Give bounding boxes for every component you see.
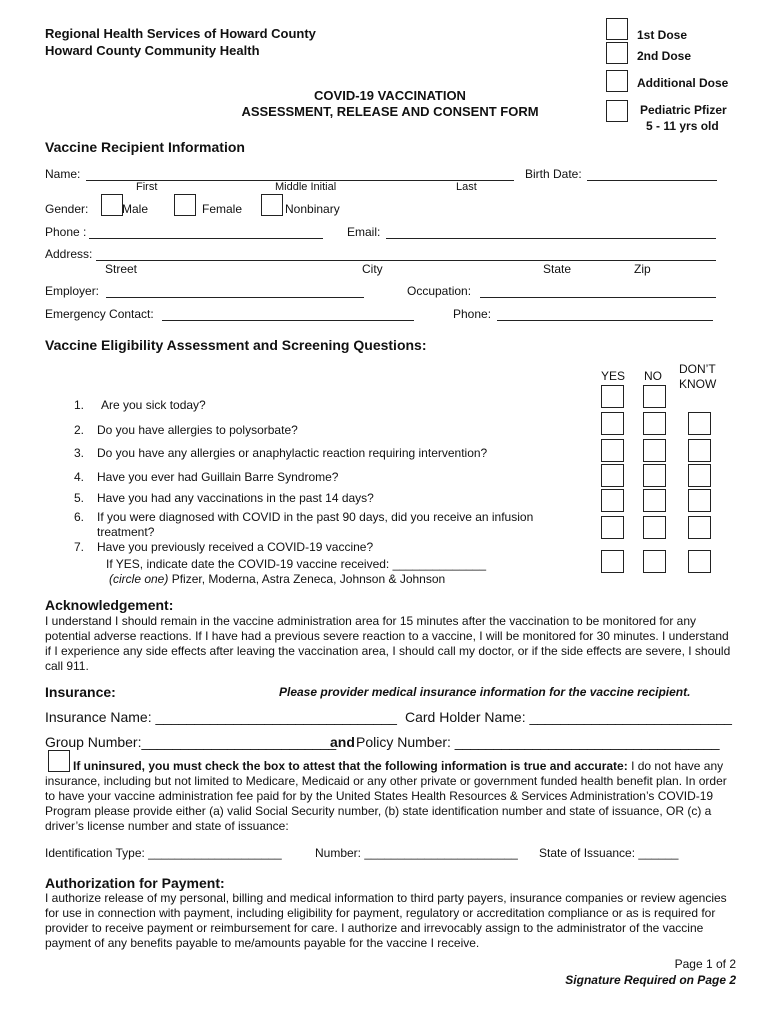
recipient-heading: Vaccine Recipient Information: [45, 139, 245, 155]
gender-nonbinary-label: Nonbinary: [285, 202, 340, 216]
org-name-2: Howard County Community Health: [45, 43, 260, 58]
q5-dontknow-checkbox[interactable]: [688, 489, 711, 512]
state-caption: State: [543, 262, 572, 276]
authorization-text: I authorize release of my personal, billing and medical information to third party payers, insurance companies or review agencies for use in connection with payment, including eligibility for payment, regulatory or accreditation compliance or as is required for provider to receive payment or reimbursement for care. I authorize and irrevocably assign to the administrator of the vaccine payment of any benefits payable to me/amounts payable for the vaccine I receive.: [45, 891, 727, 950]
uninsured-text: I do not have any insurance, including but not limited to Medicare, Medicaid or any other private or government funded health benefit plan. In order to have your vaccine administration fee paid for by the United States Health Resources & Services Administration’s COVID-19 Program please provide either (a) valid Social Security number, (b) state identification number and state of issuance, OR (c) a driver’s license number and state of issuance:: [45, 759, 727, 833]
dose-2-label: 2nd Dose: [637, 49, 692, 63]
q6-yes-checkbox[interactable]: [601, 516, 624, 539]
address-field[interactable]: [96, 260, 716, 261]
and-label: and: [330, 734, 355, 750]
q5-yes-checkbox[interactable]: [601, 489, 624, 512]
question-7-number: 7.: [74, 540, 85, 554]
birth-date-label: Birth Date:: [525, 167, 582, 181]
question-3-text: Do you have any allergies or anaphylactic reaction requiring intervention?: [97, 446, 488, 460]
question-7-date-line: If YES, indicate date the COVID-19 vaccine received: ______________: [106, 557, 487, 571]
org-name-1: Regional Health Services of Howard County: [45, 26, 316, 41]
employer-label: Employer:: [45, 284, 100, 298]
acknowledgement-heading: Acknowledgement:: [45, 597, 174, 613]
group-number-field[interactable]: Group Number:_________________________: [45, 734, 337, 750]
question-1-number: 1.: [74, 398, 85, 412]
additional-dose-checkbox[interactable]: [606, 70, 628, 92]
page-number: Page 1 of 2: [674, 957, 736, 971]
form-title-2: ASSESSMENT, RELEASE AND CONSENT FORM: [241, 104, 539, 119]
question-2-number: 2.: [74, 423, 85, 437]
insurance-heading: Insurance:: [45, 684, 116, 700]
birth-date-field[interactable]: [587, 180, 717, 181]
street-caption: Street: [105, 262, 138, 276]
q7-yes-checkbox[interactable]: [601, 550, 624, 573]
signature-note: Signature Required on Page 2: [565, 973, 736, 987]
gender-female-label: Female: [202, 202, 243, 216]
q1-yes-checkbox[interactable]: [601, 385, 624, 408]
q3-no-checkbox[interactable]: [643, 439, 666, 462]
state-of-issuance-field[interactable]: State of Issuance: ______: [539, 846, 679, 860]
q3-dontknow-checkbox[interactable]: [688, 439, 711, 462]
uninsured-statement: [45, 759, 735, 834]
question-3-number: 3.: [74, 446, 85, 460]
email-label: Email:: [347, 225, 381, 239]
pediatric-label: Pediatric Pfizer: [640, 103, 727, 117]
question-6-number: 6.: [74, 510, 85, 524]
screening-heading: Vaccine Eligibility Assessment and Screening Questions:: [45, 337, 427, 353]
q6-no-checkbox[interactable]: [643, 516, 666, 539]
gender-female-checkbox[interactable]: [174, 194, 196, 216]
occupation-field[interactable]: [480, 297, 716, 298]
dont-know-header-2: KNOW: [679, 377, 717, 391]
dose-1-checkbox[interactable]: [606, 18, 628, 40]
gender-label: Gender:: [45, 202, 89, 216]
question-7-text: Have you previously received a COVID-19 vaccine?: [97, 540, 374, 554]
q7-dontknow-checkbox[interactable]: [688, 550, 711, 573]
q4-dontknow-checkbox[interactable]: [688, 464, 711, 487]
occupation-label: Occupation:: [407, 284, 472, 298]
dose-2-checkbox[interactable]: [606, 42, 628, 64]
identification-number-field[interactable]: Number: _______________________: [315, 846, 518, 860]
question-4-text: Have you ever had Guillain Barre Syndrome?: [97, 470, 339, 484]
email-field[interactable]: [386, 238, 716, 239]
q7-no-checkbox[interactable]: [643, 550, 666, 573]
insurance-name-field[interactable]: Insurance Name: _______________________________: [45, 709, 397, 725]
middle-initial-caption: Middle Initial: [275, 181, 337, 193]
pediatric-age-label: 5 - 11 yrs old: [646, 119, 719, 133]
yes-column-header: YES: [601, 369, 626, 383]
q6-dontknow-checkbox[interactable]: [688, 516, 711, 539]
gender-male-checkbox[interactable]: [101, 194, 123, 216]
question-4-number: 4.: [74, 470, 85, 484]
identification-type-field[interactable]: Identification Type: ____________________: [45, 846, 282, 860]
question-7-brands: [109, 572, 445, 586]
name-label: Name:: [45, 167, 81, 181]
dose-1-label: 1st Dose: [637, 28, 688, 42]
circle-one-note: (circle one): [109, 572, 169, 586]
vaccine-brands: Pfizer, Moderna, Astra Zeneca, Johnson & Johnson: [168, 572, 446, 586]
policy-number-field[interactable]: Policy Number: __________________________________: [356, 734, 720, 750]
zip-caption: Zip: [634, 262, 651, 276]
additional-dose-label: Additional Dose: [637, 76, 729, 90]
first-name-caption: First: [136, 181, 158, 193]
q5-no-checkbox[interactable]: [643, 489, 666, 512]
pediatric-checkbox[interactable]: [606, 100, 628, 122]
q2-dontknow-checkbox[interactable]: [688, 412, 711, 435]
q1-no-checkbox[interactable]: [643, 385, 666, 408]
emergency-phone-label: Phone:: [453, 307, 492, 321]
gender-male-label: Male: [122, 202, 149, 216]
q4-no-checkbox[interactable]: [643, 464, 666, 487]
acknowledgement-text: I understand I should remain in the vaccine administration area for 15 minutes after the vaccination to be monitored for any potential adverse reactions. If I have had a previous severe reaction to a vaccine, I will be monitored for 30 minutes. I understand if I experience any side effects after leaving the vaccination area, I should call my doctor, or if the side effects are severe, I should call 911.: [45, 614, 731, 673]
question-1-text: Are you sick today?: [101, 398, 206, 412]
emergency-contact-field[interactable]: [162, 320, 414, 321]
no-column-header: NO: [644, 369, 662, 383]
q2-yes-checkbox[interactable]: [601, 412, 624, 435]
employer-field[interactable]: [106, 297, 364, 298]
address-label: Address:: [45, 247, 93, 261]
uninsured-attest: If uninsured, you must check the box to attest that the following information is true and accurate:: [73, 759, 628, 773]
emergency-contact-label: Emergency Contact:: [45, 307, 154, 321]
question-6-text-cont: treatment?: [97, 525, 155, 539]
question-6-text: If you were diagnosed with COVID in the past 90 days, did you receive an infusion: [97, 510, 534, 524]
question-5-text: Have you had any vaccinations in the past 14 days?: [97, 491, 374, 505]
form-title-1: COVID-19 VACCINATION: [314, 88, 466, 103]
card-holder-field[interactable]: Card Holder Name: __________________________: [405, 709, 732, 725]
dont-know-header-1: DON’T: [679, 362, 716, 376]
q2-no-checkbox[interactable]: [643, 412, 666, 435]
insurance-note: Please provider medical insurance information for the vaccine recipient.: [279, 685, 691, 699]
emergency-phone-field[interactable]: [497, 320, 713, 321]
authorization-heading: Authorization for Payment:: [45, 875, 225, 891]
phone-field[interactable]: [89, 238, 323, 239]
phone-label: Phone :: [45, 225, 87, 239]
q4-yes-checkbox[interactable]: [601, 464, 624, 487]
question-5-number: 5.: [74, 491, 85, 505]
gender-nonbinary-checkbox[interactable]: [261, 194, 283, 216]
question-2-text: Do you have allergies to polysorbate?: [97, 423, 298, 437]
q3-yes-checkbox[interactable]: [601, 439, 624, 462]
city-caption: City: [362, 262, 383, 276]
last-name-caption: Last: [456, 181, 477, 193]
